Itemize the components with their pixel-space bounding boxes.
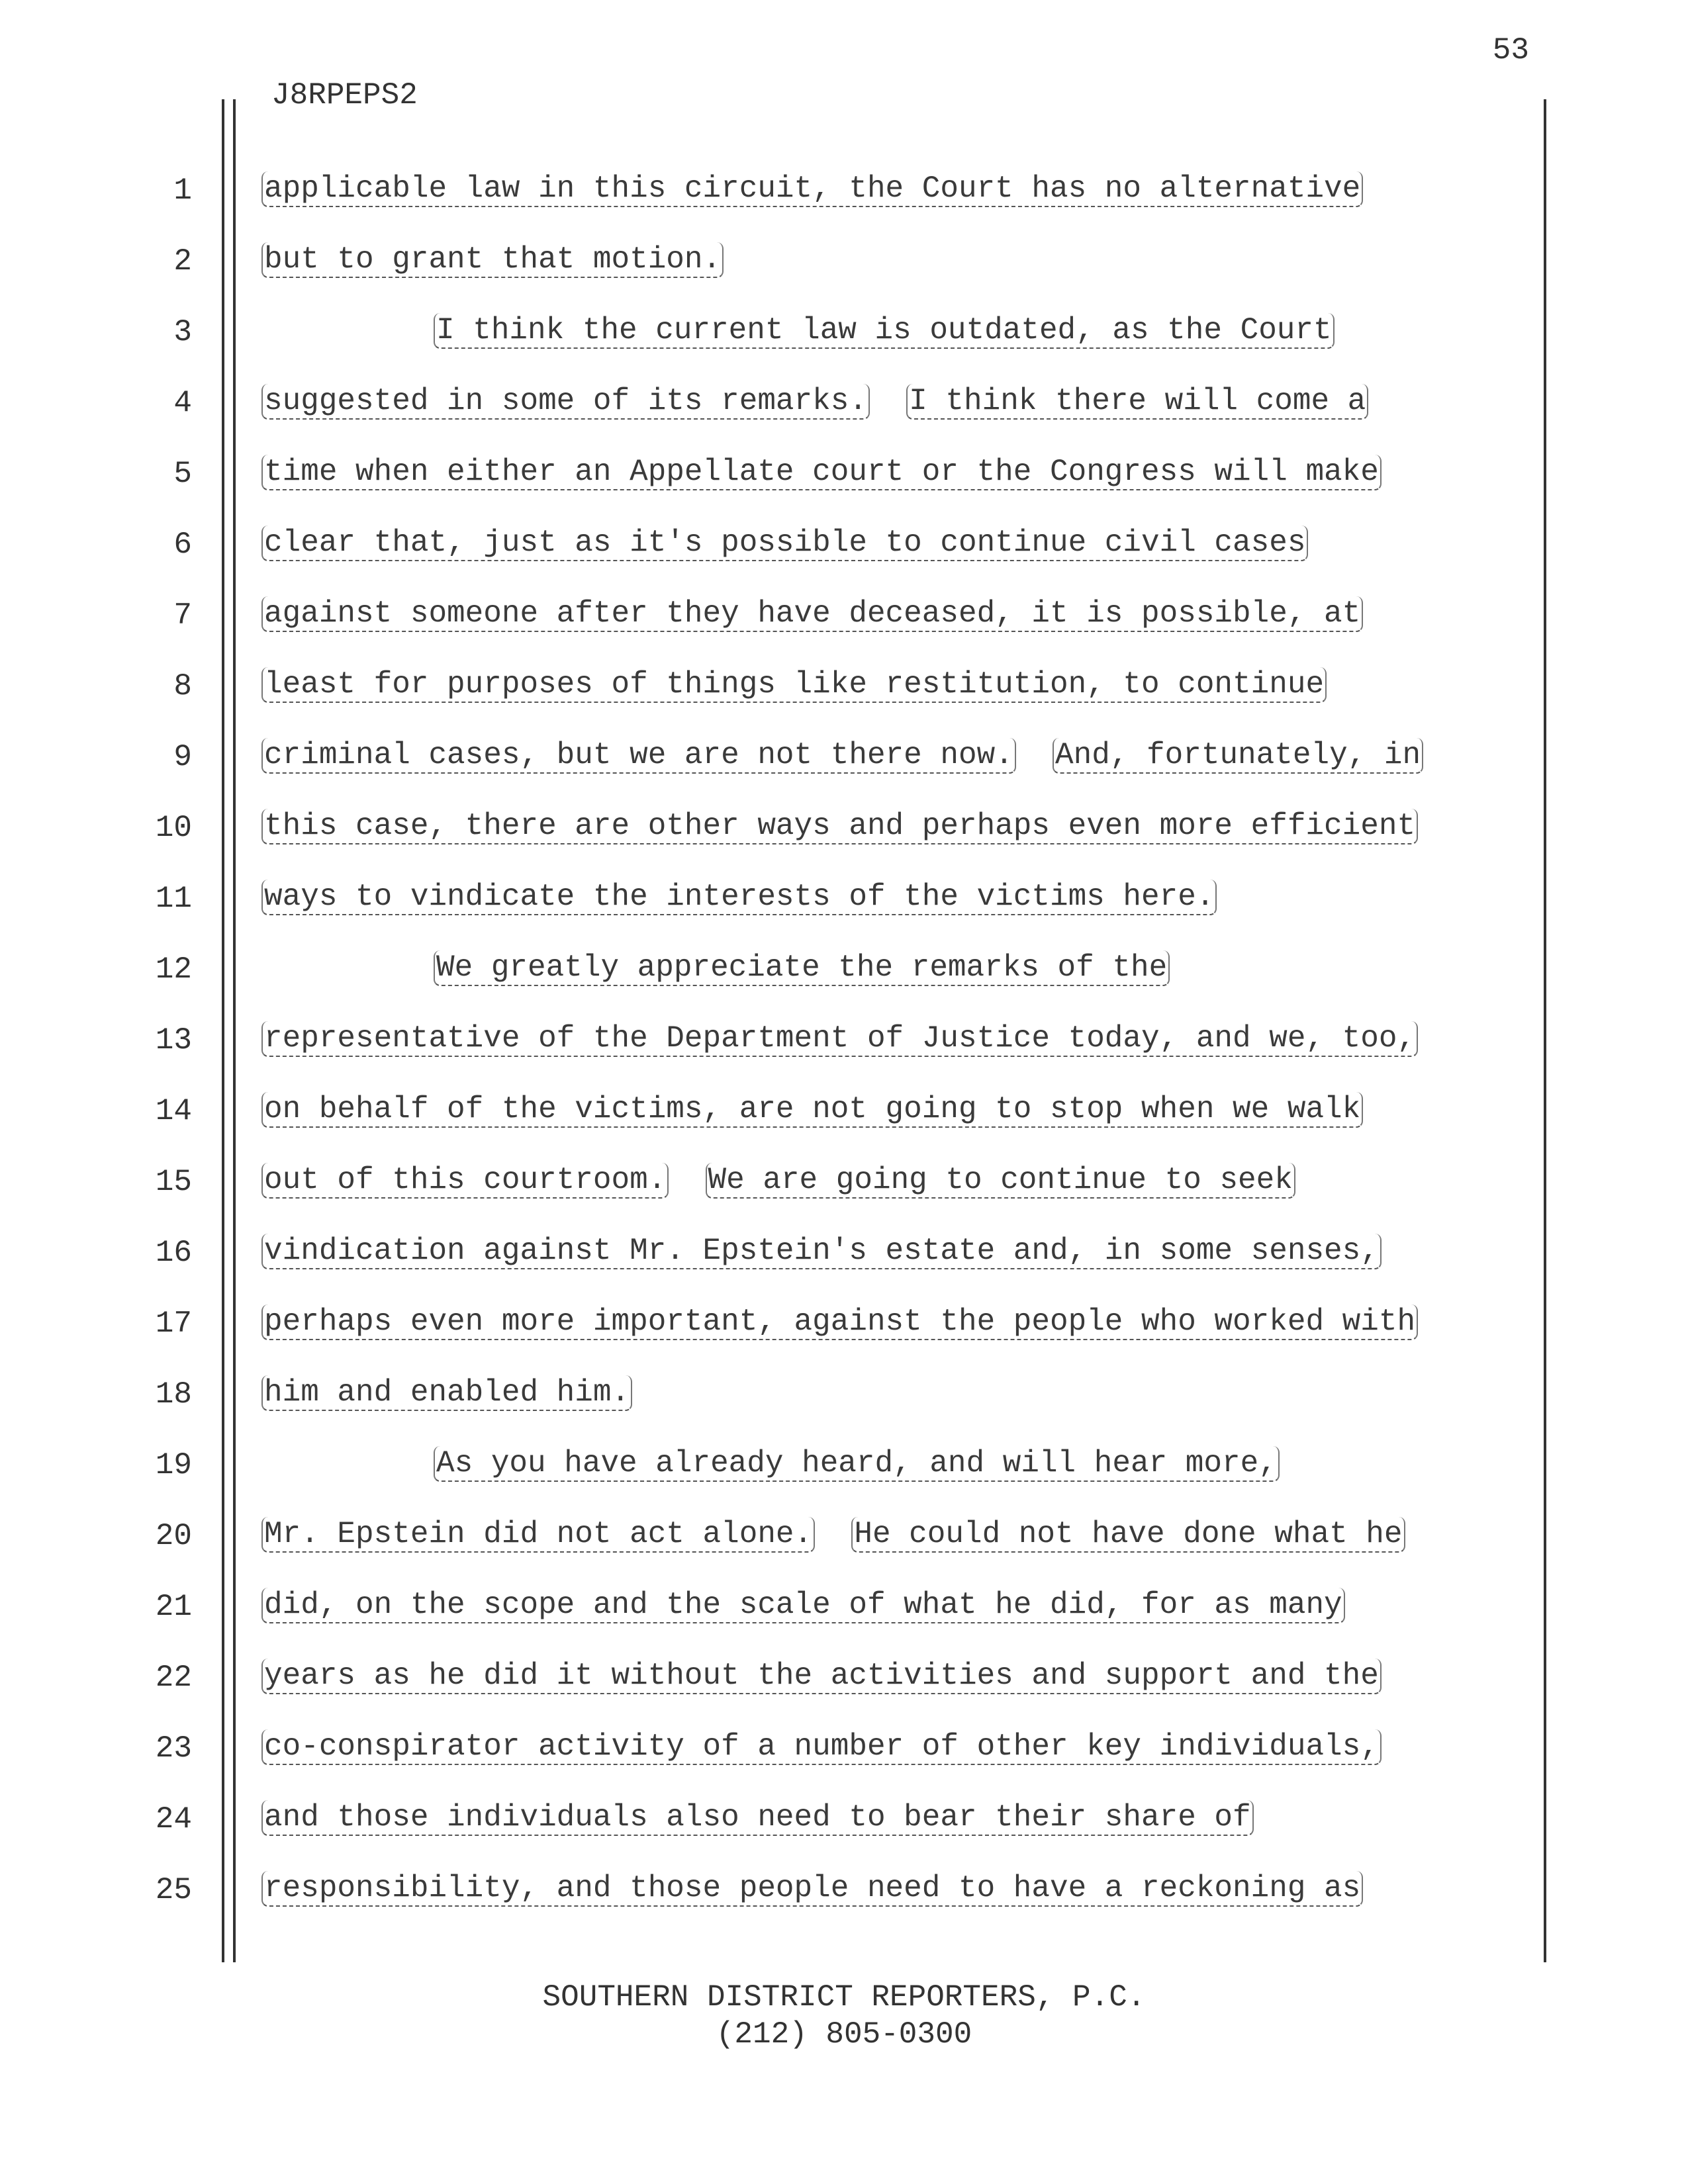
line-number: 5 <box>173 457 192 491</box>
line-number: 17 <box>155 1306 192 1341</box>
line-number: 4 <box>173 386 192 420</box>
line-number: 15 <box>155 1165 192 1199</box>
sentence-segment: responsibility, and those people need to have a reckoning as <box>261 1871 1363 1907</box>
transcript-line <box>261 596 1363 632</box>
transcript-line <box>261 1304 1418 1340</box>
transcript-line <box>261 1871 1363 1907</box>
line-number: 10 <box>155 811 192 845</box>
sentence-segment: suggested in some of its remarks. <box>261 384 870 420</box>
transcript-line <box>261 1659 1382 1694</box>
sentence-segment: on behalf of the victims, are not going to stop when we walk <box>261 1092 1363 1128</box>
line-number: 8 <box>173 669 192 704</box>
sentence-segment: Mr. Epstein did not act alone. <box>261 1517 815 1553</box>
sentence-segment: co-conspirator activity of a number of other key individuals, <box>261 1729 1382 1765</box>
case-code: J8RPEPS2 <box>271 78 418 113</box>
transcript-line <box>261 880 1217 915</box>
line-number: 3 <box>173 315 192 349</box>
line-number: 22 <box>155 1661 192 1695</box>
left-margin-rule-inner <box>233 99 236 1962</box>
line-number: 23 <box>155 1731 192 1766</box>
line-number: 12 <box>155 952 192 987</box>
page-number: 53 <box>1492 33 1529 68</box>
transcript-line <box>261 738 1423 774</box>
line-number: 2 <box>173 244 192 279</box>
line-number: 14 <box>155 1094 192 1128</box>
sentence-segment: years as he did it without the activities and support and the <box>261 1659 1382 1694</box>
sentence-segment: I think there will come a <box>906 384 1368 420</box>
transcript-line <box>261 809 1418 844</box>
transcript-line <box>261 1021 1418 1057</box>
footer-phone: (212) 805-0300 <box>716 2017 972 2052</box>
line-number: 11 <box>155 882 192 916</box>
line-number: 25 <box>155 1873 192 1907</box>
transcript-line <box>261 242 724 278</box>
transcript-line <box>261 171 1363 207</box>
sentence-segment: I think the current law is outdated, as the Court <box>434 313 1335 349</box>
left-margin-rule <box>222 99 224 1962</box>
sentence-segment: We greatly appreciate the remarks of the <box>434 950 1170 986</box>
transcript-line <box>261 1234 1382 1269</box>
sentence-segment: representative of the Department of Justice today, and we, too, <box>261 1021 1418 1057</box>
sentence-segment: As you have already heard, and will hear more, <box>434 1446 1280 1482</box>
right-margin-rule <box>1544 99 1546 1962</box>
transcript-line <box>261 1800 1254 1836</box>
transcript-line <box>261 455 1382 490</box>
sentence-segment: against someone after they have deceased, it is possible, at <box>261 596 1363 632</box>
line-number: 7 <box>173 598 192 633</box>
line-number: 6 <box>173 527 192 562</box>
line-number: 18 <box>155 1377 192 1412</box>
line-number: 16 <box>155 1236 192 1270</box>
line-number: 20 <box>155 1519 192 1553</box>
transcript-line <box>261 1375 632 1411</box>
transcript-line <box>261 1163 1295 1199</box>
transcript-line <box>261 950 1170 986</box>
transcript-line <box>261 1446 1280 1482</box>
sentence-segment: did, on the scope and the scale of what he did, for as many <box>261 1588 1345 1623</box>
sentence-segment: He could not have done what he <box>851 1517 1405 1553</box>
sentence-segment: applicable law in this circuit, the Court has no alternative <box>261 171 1363 207</box>
transcript-line <box>261 384 1368 420</box>
transcript-line <box>261 1092 1363 1128</box>
sentence-segment: perhaps even more important, against the people who worked with <box>261 1304 1418 1340</box>
transcript-line <box>261 1517 1405 1553</box>
line-number: 1 <box>173 173 192 208</box>
sentence-segment: vindication against Mr. Epstein's estate and, in some senses, <box>261 1234 1382 1269</box>
line-number: 24 <box>155 1802 192 1837</box>
line-number: 21 <box>155 1590 192 1624</box>
sentence-segment: We are going to continue to seek <box>706 1163 1295 1199</box>
transcript-line <box>261 313 1335 349</box>
sentence-segment: this case, there are other ways and perhaps even more efficient <box>261 809 1418 844</box>
sentence-segment: least for purposes of things like restitution, to continue <box>261 667 1327 703</box>
sentence-segment: And, fortunately, in <box>1053 738 1423 774</box>
sentence-segment: and those individuals also need to bear their share of <box>261 1800 1254 1836</box>
sentence-segment: clear that, just as it's possible to continue civil cases <box>261 525 1308 561</box>
sentence-segment: him and enabled him. <box>261 1375 632 1411</box>
line-number: 13 <box>155 1023 192 1058</box>
transcript-line <box>261 525 1308 561</box>
transcript-line <box>261 667 1327 703</box>
sentence-segment: criminal cases, but we are not there now. <box>261 738 1016 774</box>
line-number: 19 <box>155 1448 192 1482</box>
sentence-segment: but to grant that motion. <box>261 242 724 278</box>
footer-reporter-name: SOUTHERN DISTRICT REPORTERS, P.C. <box>542 1980 1146 2015</box>
sentence-segment: out of this courtroom. <box>261 1163 669 1199</box>
transcript-line <box>261 1729 1382 1765</box>
sentence-segment: ways to vindicate the interests of the victims here. <box>261 880 1217 915</box>
line-number: 9 <box>173 740 192 774</box>
transcript-line <box>261 1588 1345 1623</box>
sentence-segment: time when either an Appellate court or the Congress will make <box>261 455 1382 490</box>
footer <box>0 1979 1688 2053</box>
